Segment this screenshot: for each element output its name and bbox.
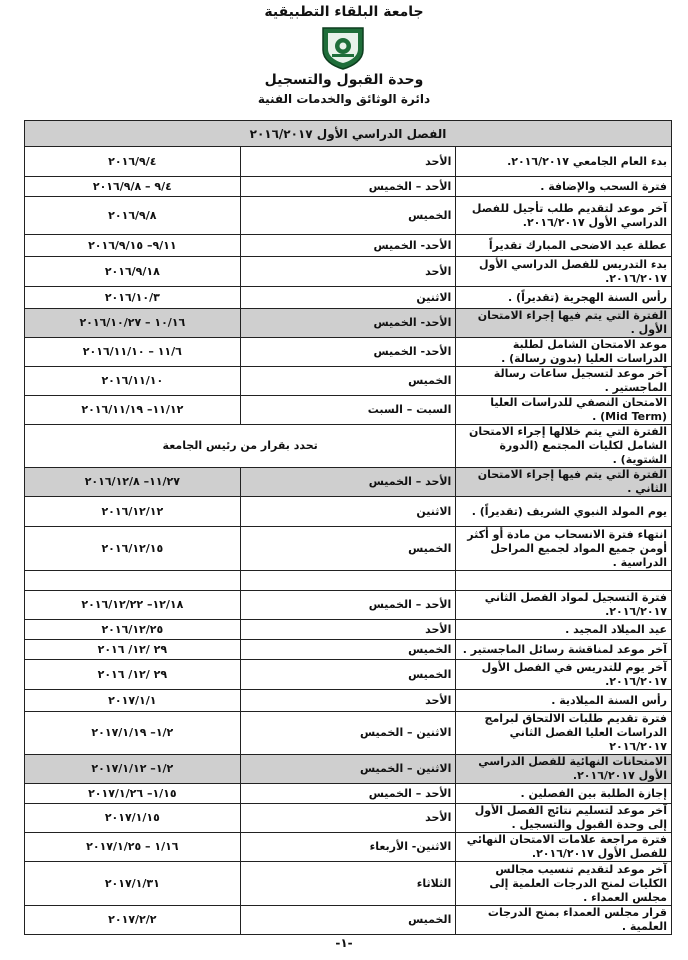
semester-title: الفصل الدراسي الأول ٢٠١٦/٢٠١٧ <box>25 121 672 147</box>
date-cell: ١/٢– ٢٠١٧/١/١٢ <box>25 755 241 784</box>
event-cell: فترة التسجيل لمواد الفصل الثاني ٢٠١٦/٢٠١٧. <box>456 591 672 620</box>
event-cell: آخر موعد لتقديم تنسيب مجالس الكليات لمنح الدرجات العلمية إلى مجلس العمداء . <box>456 862 672 906</box>
event-cell: بدء العام الجامعي ٢٠١٦/٢٠١٧. <box>456 147 672 177</box>
event-cell: فترة مراجعة علامات الامتحان النهائي للفصل الأول ٢٠١٦/٢٠١٧. <box>456 833 672 862</box>
unit-name: وحدة القبول والتسجيل <box>264 72 424 88</box>
calendar-row <box>25 468 672 497</box>
date-cell: ٢٠١٧/١/٣١ <box>25 862 241 906</box>
calendar-row <box>25 527 672 571</box>
event-cell: رأس السنة الهجرية (تقديراً) . <box>456 287 672 309</box>
event-cell: آخر يوم للتدريس في الفصل الأول ٢٠١٦/٢٠١٧. <box>456 660 672 690</box>
event-cell: الامتحان النصفي للدراسات العليا (Mid Term) . <box>456 396 672 425</box>
calendar-row <box>25 497 672 527</box>
day-cell: الاثنين <box>240 287 456 309</box>
date-cell: ٩/٤ – ٢٠١٦/٩/٨ <box>25 177 241 197</box>
event-cell: موعد الامتحان الشامل لطلبة الدراسات العليا (بدون رسالة) . <box>456 338 672 367</box>
event-cell: قرار مجلس العمداء بمنح الدرجات العلمية . <box>456 906 672 935</box>
date-cell: ١١/١٢– ٢٠١٦/١١/١٩ <box>25 396 241 425</box>
day-cell: الأحد <box>240 147 456 177</box>
page-number: -١- <box>335 936 353 950</box>
day-cell: الأحد <box>240 257 456 287</box>
day-cell: الاثنين – الخميس <box>240 712 456 755</box>
calendar-row <box>25 906 672 935</box>
event-cell: عيد الميلاد المجيد . <box>456 620 672 640</box>
calendar-row <box>25 591 672 620</box>
event-cell: انتهاء فترة الانسحاب من مادة أو أكثر أومن جميع المواد لجميع المراحل الدراسية . <box>456 527 672 571</box>
calendar-row <box>25 755 672 784</box>
day-cell: الأحد – الخميس <box>240 468 456 497</box>
day-cell: الخميس <box>240 640 456 660</box>
calendar-row <box>25 147 672 177</box>
date-cell: ١/٢– ٢٠١٧/١/١٩ <box>25 712 241 755</box>
day-cell: الأحد- الخميس <box>240 235 456 257</box>
event-cell: بدء التدريس للفصل الدراسي الأول ٢٠١٦/٢٠١٧. <box>456 257 672 287</box>
calendar-row <box>25 287 672 309</box>
event-cell: آخر موعد لتسليم نتائج الفصل الأول إلى وحدة القبول والتسجيل . <box>456 804 672 833</box>
event-cell: الفترة التي يتم فيها إجراء الامتحان الأول . <box>456 309 672 338</box>
event-cell: عطلة عيد الاضحى المبارك تقديراً <box>456 235 672 257</box>
day-cell: الثلاثاء <box>240 862 456 906</box>
date-cell: ٢٠١٦/١٢/١٢ <box>25 497 241 527</box>
date-cell: ٢٠١٧/٢/٢ <box>25 906 241 935</box>
date-cell: ٢٠١٦/١٢/١٥ <box>25 527 241 571</box>
date-cell: ٩/١١– ٢٠١٦/٩/١٥ <box>25 235 241 257</box>
event-cell: آخر موعد لتقديم طلب تأجيل للفصل الدراسي الأول ٢٠١٦/٢٠١٧. <box>456 197 672 235</box>
day-cell <box>240 571 456 591</box>
day-cell: الخميس <box>240 367 456 396</box>
merged-date-cell: تحدد بقرار من رئيس الجامعة <box>25 425 456 468</box>
calendar-row <box>25 177 672 197</box>
day-cell: الخميس <box>240 527 456 571</box>
event-cell: آخر موعد لمناقشة رسائل الماجستير . <box>456 640 672 660</box>
day-cell: السبت – السبت <box>240 396 456 425</box>
calendar-row <box>25 338 672 367</box>
calendar-row <box>25 235 672 257</box>
day-cell: الأحد <box>240 690 456 712</box>
day-cell: الاثنين <box>240 497 456 527</box>
event-cell: الفترة التي يتم خلالها إجراء الامتحان الشامل لكليات المجتمع (الدورة الشتوية) . <box>456 425 672 468</box>
day-cell: الأحد <box>240 804 456 833</box>
event-cell: الامتحانات النهائية للفصل الدراسي الأول ٢٠١٦/٢٠١٧. <box>456 755 672 784</box>
day-cell: الاثنين- الأربعاء <box>240 833 456 862</box>
university-seal-icon <box>319 24 367 70</box>
date-cell <box>25 571 241 591</box>
calendar-row <box>25 660 672 690</box>
day-cell: الاثنين – الخميس <box>240 755 456 784</box>
date-cell: ٢٠١٦/١٢/٢٥ <box>25 620 241 640</box>
date-cell: ١١/٦ – ٢٠١٦/١١/١٠ <box>25 338 241 367</box>
day-cell: الأحد – الخميس <box>240 591 456 620</box>
date-cell: ٢٠١٦/٩/١٨ <box>25 257 241 287</box>
date-cell: ٢٠١٦/٩/٤ <box>25 147 241 177</box>
date-cell: ١٢/١٨– ٢٠١٦/١٢/٢٢ <box>25 591 241 620</box>
document-header <box>0 0 688 118</box>
university-name: جامعة البلقاء التطبيقية <box>264 4 424 20</box>
date-cell: ٢٠١٧/١/١ <box>25 690 241 712</box>
day-cell: الخميس <box>240 660 456 690</box>
calendar-row <box>25 833 672 862</box>
calendar-row <box>25 690 672 712</box>
date-cell: ٢٩ /١٢/ ٢٠١٦ <box>25 640 241 660</box>
department-name: دائرة الوثائق والخدمات الفنية <box>257 92 431 106</box>
day-cell: الأحد- الخميس <box>240 338 456 367</box>
calendar-row <box>25 396 672 425</box>
calendar-row <box>25 257 672 287</box>
date-cell: ٢٠١٦/٩/٨ <box>25 197 241 235</box>
calendar-row <box>25 712 672 755</box>
calendar-row <box>25 784 672 804</box>
day-cell: الأحد – الخميس <box>240 784 456 804</box>
event-cell: فترة تقديم طلبات الالتحاق لبرامج الدراسات العليا الفصل الثاني ٢٠١٦/٢٠١٧ <box>456 712 672 755</box>
calendar-row <box>25 309 672 338</box>
date-cell: ٢٩ /١٢/ ٢٠١٦ <box>25 660 241 690</box>
calendar-row <box>25 367 672 396</box>
event-cell: إجازة الطلبة بين الفصلين . <box>456 784 672 804</box>
semester-title-row <box>25 121 672 147</box>
date-cell: ١/١٦ – ٢٠١٧/١/٢٥ <box>25 833 241 862</box>
calendar-row <box>25 804 672 833</box>
event-cell <box>456 571 672 591</box>
calendar-row <box>25 425 672 468</box>
event-cell: الفترة التي يتم فيها إجراء الامتحان الثاني . <box>456 468 672 497</box>
calendar-row <box>25 640 672 660</box>
event-cell: آخر موعد لتسجيل ساعات رسالة الماجستير . <box>456 367 672 396</box>
date-cell: ١١/٢٧– ٢٠١٦/١٢/٨ <box>25 468 241 497</box>
academic-calendar-table <box>24 120 672 935</box>
day-cell: الأحد – الخميس <box>240 177 456 197</box>
event-cell: فترة السحب والإضافة . <box>456 177 672 197</box>
event-cell: يوم المولد النبوي الشريف (تقديراً) . <box>456 497 672 527</box>
date-cell: ١/١٥– ٢٠١٧/١/٢٦ <box>25 784 241 804</box>
day-cell: الخميس <box>240 906 456 935</box>
date-cell: ١٠/١٦ – ٢٠١٦/١٠/٢٧ <box>25 309 241 338</box>
event-cell: رأس السنة الميلادية . <box>456 690 672 712</box>
calendar-row <box>25 620 672 640</box>
date-cell: ٢٠١٧/١/١٥ <box>25 804 241 833</box>
calendar-row <box>25 197 672 235</box>
day-cell: الأحد- الخميس <box>240 309 456 338</box>
day-cell: الأحد <box>240 620 456 640</box>
date-cell: ٢٠١٦/١١/١٠ <box>25 367 241 396</box>
date-cell: ٢٠١٦/١٠/٣ <box>25 287 241 309</box>
calendar-row <box>25 571 672 591</box>
day-cell: الخميس <box>240 197 456 235</box>
calendar-row <box>25 862 672 906</box>
